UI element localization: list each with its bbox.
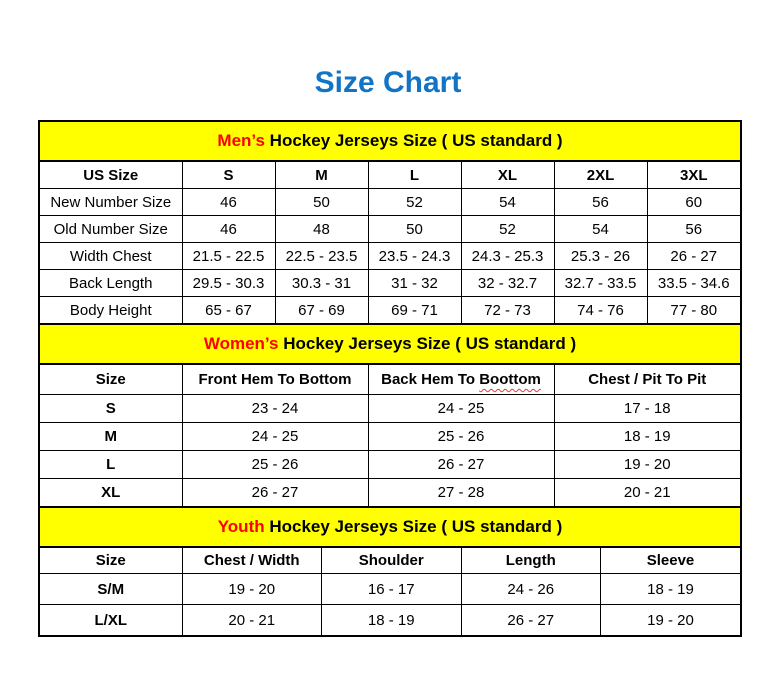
table-cell: 26 - 27 xyxy=(461,605,601,636)
table-row xyxy=(40,216,740,243)
table-row xyxy=(40,395,740,423)
row-label: New Number Size xyxy=(40,189,182,216)
table-cell: 18 - 19 xyxy=(601,574,741,605)
table-cell: 26 - 27 xyxy=(368,451,554,479)
table-cell: 21.5 - 22.5 xyxy=(182,243,275,270)
section-women xyxy=(40,323,740,506)
misspelled-word: Boottom xyxy=(479,371,541,388)
table-cell: 52 xyxy=(461,216,554,243)
table-cell: 26 - 27 xyxy=(182,479,368,507)
column-header: Size xyxy=(40,365,182,395)
table-cell: 50 xyxy=(368,216,461,243)
table-row xyxy=(40,297,740,324)
table-cell: 24 - 25 xyxy=(182,423,368,451)
women-section-banner xyxy=(40,323,740,365)
column-header: Length xyxy=(461,548,601,574)
header-row xyxy=(40,548,740,574)
section-men xyxy=(40,122,740,323)
youth-banner-text: Hockey Jerseys Size ( US standard ) xyxy=(264,517,563,536)
section-youth xyxy=(40,506,740,635)
table-cell: 54 xyxy=(461,189,554,216)
men-section-banner xyxy=(40,122,740,162)
table-cell: 26 - 27 xyxy=(647,243,740,270)
column-header: XL xyxy=(461,162,554,189)
women-banner-highlight: Women’s xyxy=(203,334,279,353)
table-cell: 19 - 20 xyxy=(554,451,740,479)
table-cell: 19 - 20 xyxy=(182,574,322,605)
table-row xyxy=(40,423,740,451)
table-cell: 65 - 67 xyxy=(182,297,275,324)
table-cell: 46 xyxy=(182,189,275,216)
table-cell: 30.3 - 31 xyxy=(275,270,368,297)
table-row xyxy=(40,479,740,507)
row-label: Old Number Size xyxy=(40,216,182,243)
column-header: Front Hem To Bottom xyxy=(182,365,368,395)
row-label: S/M xyxy=(40,574,182,605)
column-header: Shoulder xyxy=(322,548,462,574)
column-header: Back Hem To Boottom xyxy=(368,365,554,395)
table-cell: 25 - 26 xyxy=(368,423,554,451)
page-title: Size Chart xyxy=(314,66,462,99)
table-cell: 60 xyxy=(647,189,740,216)
table-cell: 23.5 - 24.3 xyxy=(368,243,461,270)
column-header: Size xyxy=(40,548,182,574)
youth-size-table xyxy=(40,548,740,635)
table-cell: 56 xyxy=(554,189,647,216)
header-row xyxy=(40,162,740,189)
column-header: Chest / Pit To Pit xyxy=(554,365,740,395)
row-label: L xyxy=(40,451,182,479)
row-label: S xyxy=(40,395,182,423)
table-row xyxy=(40,574,740,605)
table-cell: 22.5 - 23.5 xyxy=(275,243,368,270)
table-cell: 20 - 21 xyxy=(554,479,740,507)
table-cell: 72 - 73 xyxy=(461,297,554,324)
column-header: M xyxy=(275,162,368,189)
table-cell: 23 - 24 xyxy=(182,395,368,423)
table-cell: 46 xyxy=(182,216,275,243)
table-cell: 52 xyxy=(368,189,461,216)
column-header: Chest / Width xyxy=(182,548,322,574)
youth-section-banner xyxy=(40,506,740,548)
table-cell: 56 xyxy=(647,216,740,243)
column-header: 3XL xyxy=(647,162,740,189)
table-cell: 24.3 - 25.3 xyxy=(461,243,554,270)
header-row xyxy=(40,365,740,395)
table-cell: 31 - 32 xyxy=(368,270,461,297)
table-cell: 32.7 - 33.5 xyxy=(554,270,647,297)
table-cell: 25.3 - 26 xyxy=(554,243,647,270)
men-banner-text: Hockey Jerseys Size ( US standard ) xyxy=(264,131,563,150)
table-cell: 74 - 76 xyxy=(554,297,647,324)
row-label: M xyxy=(40,423,182,451)
table-cell: 16 - 17 xyxy=(322,574,462,605)
table-row xyxy=(40,243,740,270)
women-size-table xyxy=(40,365,740,506)
table-cell: 27 - 28 xyxy=(368,479,554,507)
men-banner-highlight: Men’s xyxy=(217,131,265,150)
row-label: XL xyxy=(40,479,182,507)
table-cell: 18 - 19 xyxy=(554,423,740,451)
row-label: Body Height xyxy=(40,297,182,324)
table-cell: 69 - 71 xyxy=(368,297,461,324)
table-cell: 48 xyxy=(275,216,368,243)
table-cell: 29.5 - 30.3 xyxy=(182,270,275,297)
table-cell: 24 - 25 xyxy=(368,395,554,423)
table-row xyxy=(40,189,740,216)
table-row xyxy=(40,270,740,297)
row-label: L/XL xyxy=(40,605,182,636)
table-row xyxy=(40,605,740,636)
row-label: Width Chest xyxy=(40,243,182,270)
column-header: 2XL xyxy=(554,162,647,189)
table-cell: 67 - 69 xyxy=(275,297,368,324)
table-cell: 33.5 - 34.6 xyxy=(647,270,740,297)
column-header: US Size xyxy=(40,162,182,189)
table-cell: 54 xyxy=(554,216,647,243)
table-cell: 17 - 18 xyxy=(554,395,740,423)
column-header: Sleeve xyxy=(601,548,741,574)
table-cell: 20 - 21 xyxy=(182,605,322,636)
women-banner-text: Hockey Jerseys Size ( US standard ) xyxy=(278,334,577,353)
table-cell: 19 - 20 xyxy=(601,605,741,636)
table-cell: 24 - 26 xyxy=(461,574,601,605)
table-cell: 32 - 32.7 xyxy=(461,270,554,297)
size-chart-box xyxy=(38,120,742,637)
column-header: L xyxy=(368,162,461,189)
men-size-table xyxy=(40,162,740,323)
youth-banner-highlight: Youth xyxy=(217,517,265,536)
row-label: Back Length xyxy=(40,270,182,297)
table-row xyxy=(40,451,740,479)
table-cell: 25 - 26 xyxy=(182,451,368,479)
table-cell: 18 - 19 xyxy=(322,605,462,636)
table-cell: 77 - 80 xyxy=(647,297,740,324)
column-header: S xyxy=(182,162,275,189)
table-cell: 50 xyxy=(275,189,368,216)
